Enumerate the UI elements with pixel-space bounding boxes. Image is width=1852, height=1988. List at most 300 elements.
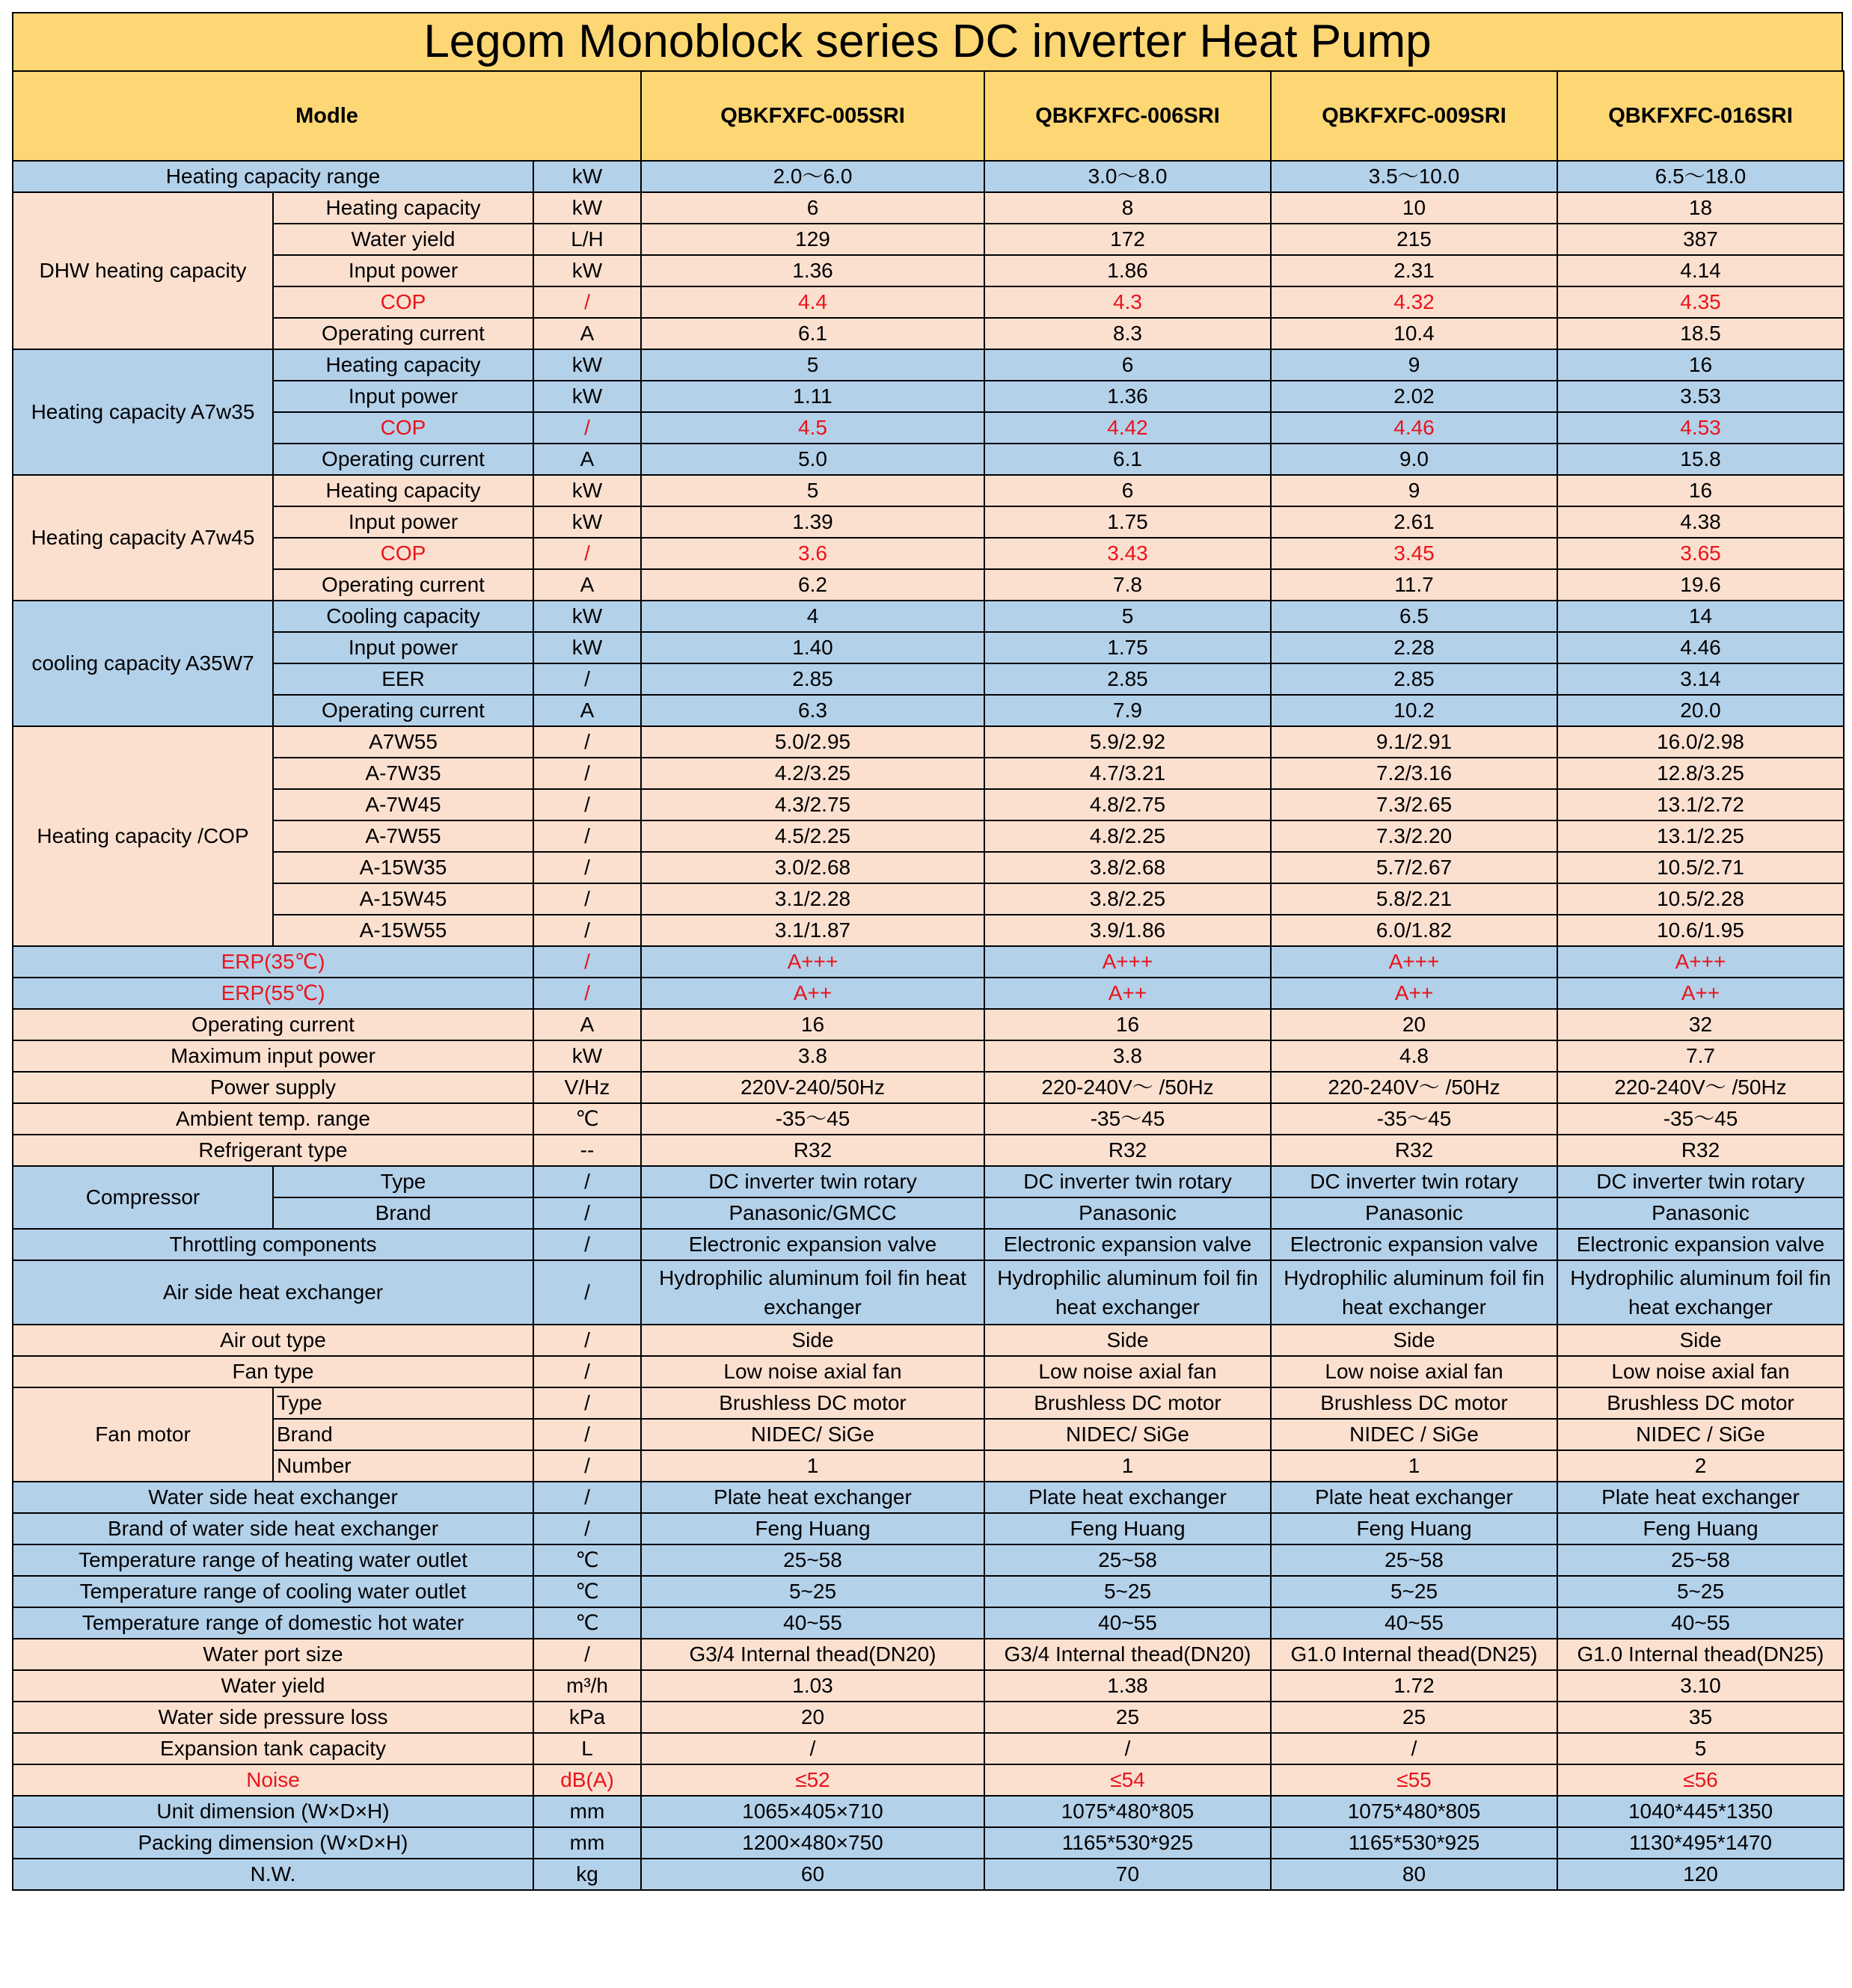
value-cell: Feng Huang [1271, 1513, 1557, 1544]
value-cell: 3.43 [984, 538, 1271, 569]
value-cell: 4.53 [1557, 412, 1844, 444]
value-cell: 4.38 [1557, 506, 1844, 538]
value-cell: 5~25 [641, 1576, 984, 1607]
value-cell: G3/4 Internal thead(DN20) [641, 1639, 984, 1670]
value-cell: 9.0 [1271, 444, 1557, 475]
value-cell: Hydrophilic aluminum foil fin heat exchanger [984, 1260, 1271, 1325]
row-label: Brand of water side heat exchanger [13, 1513, 533, 1544]
value-cell: 220-240V～ /50Hz [1271, 1072, 1557, 1103]
value-cell: ≤55 [1271, 1764, 1557, 1796]
value-cell: 1 [641, 1450, 984, 1482]
sub-label: A-7W45 [273, 789, 533, 820]
value-cell: 10 [1271, 192, 1557, 224]
unit-cell: ℃ [533, 1607, 641, 1639]
sub-label: COP [273, 286, 533, 318]
value-cell: 4.4 [641, 286, 984, 318]
row-label: Unit dimension (W×D×H) [13, 1796, 533, 1827]
value-cell: 7.8 [984, 569, 1271, 601]
row-label: Temperature range of domestic hot water [13, 1607, 533, 1639]
spec-row [13, 663, 1844, 695]
unit-cell: / [533, 758, 641, 789]
value-cell: Low noise axial fan [1557, 1356, 1844, 1387]
spec-row [13, 1702, 1844, 1733]
value-cell: 1.36 [641, 255, 984, 286]
value-cell: 1075*480*805 [1271, 1796, 1557, 1827]
unit-cell: ℃ [533, 1576, 641, 1607]
group-label: Fan motor [13, 1387, 273, 1482]
row-label: Packing dimension (W×D×H) [13, 1827, 533, 1859]
spec-row [13, 978, 1844, 1009]
value-cell: -35～45 [641, 1103, 984, 1135]
value-cell: Low noise axial fan [984, 1356, 1271, 1387]
value-cell: 10.5/2.28 [1557, 883, 1844, 915]
value-cell: ≤52 [641, 1764, 984, 1796]
spec-row [13, 1827, 1844, 1859]
spec-row [13, 475, 1844, 506]
value-cell: 35 [1557, 1702, 1844, 1733]
sub-label: Brand [273, 1419, 533, 1450]
unit-cell: kW [533, 1040, 641, 1072]
value-cell: 60 [641, 1859, 984, 1890]
spec-row [13, 1009, 1844, 1040]
value-cell: Feng Huang [1557, 1513, 1844, 1544]
value-cell: 3.5～10.0 [1271, 161, 1557, 192]
value-cell: 6 [641, 192, 984, 224]
group-label: Compressor [13, 1166, 273, 1229]
value-cell: 387 [1557, 224, 1844, 255]
unit-cell: / [533, 538, 641, 569]
unit-cell: / [533, 852, 641, 883]
spec-row [13, 820, 1844, 852]
value-cell: 6.1 [641, 318, 984, 349]
sub-label: COP [273, 538, 533, 569]
sub-label: EER [273, 663, 533, 695]
value-cell: 2.0～6.0 [641, 161, 984, 192]
value-cell: Plate heat exchanger [641, 1482, 984, 1513]
value-cell: 1130*495*1470 [1557, 1827, 1844, 1859]
row-label: Air side heat exchanger [13, 1260, 533, 1325]
value-cell: 1075*480*805 [984, 1796, 1271, 1827]
spec-row [13, 632, 1844, 663]
value-cell: 20.0 [1557, 695, 1844, 726]
value-cell: 5 [641, 349, 984, 381]
unit-cell: kW [533, 632, 641, 663]
value-cell: 220-240V～ /50Hz [1557, 1072, 1844, 1103]
unit-cell: / [533, 726, 641, 758]
spec-row [13, 318, 1844, 349]
value-cell: 16 [984, 1009, 1271, 1040]
value-cell: Electronic expansion valve [641, 1229, 984, 1260]
value-cell: 6.1 [984, 444, 1271, 475]
value-cell: 3.0/2.68 [641, 852, 984, 883]
model-name: QBKFXFC-016SRI [1557, 71, 1844, 161]
sub-label: Cooling capacity [273, 601, 533, 632]
value-cell: 4.35 [1557, 286, 1844, 318]
sub-label: COP [273, 412, 533, 444]
value-cell: 1.75 [984, 506, 1271, 538]
model-name: QBKFXFC-005SRI [641, 71, 984, 161]
value-cell: 4.46 [1557, 632, 1844, 663]
unit-cell: kW [533, 192, 641, 224]
value-cell: 3.8 [641, 1040, 984, 1072]
value-cell: Brushless DC motor [984, 1387, 1271, 1419]
sub-label: A-15W45 [273, 883, 533, 915]
unit-cell: kW [533, 349, 641, 381]
value-cell: R32 [641, 1135, 984, 1166]
value-cell: Hydrophilic aluminum foil fin heat exchanger [1557, 1260, 1844, 1325]
value-cell: 1.03 [641, 1670, 984, 1702]
value-cell: 4.8/2.25 [984, 820, 1271, 852]
value-cell: -35～45 [1271, 1103, 1557, 1135]
value-cell: 4.7/3.21 [984, 758, 1271, 789]
spec-row [13, 1796, 1844, 1827]
value-cell: 1 [984, 1450, 1271, 1482]
row-label: ERP(35℃) [13, 946, 533, 978]
sub-label: A-7W35 [273, 758, 533, 789]
row-label: Water side heat exchanger [13, 1482, 533, 1513]
spec-row [13, 1482, 1844, 1513]
group-label: DHW heating capacity [13, 192, 273, 349]
value-cell: 9.1/2.91 [1271, 726, 1557, 758]
value-cell: 2.31 [1271, 255, 1557, 286]
spec-row [13, 538, 1844, 569]
unit-cell: / [533, 1325, 641, 1356]
value-cell: 2.02 [1271, 381, 1557, 412]
unit-cell: kW [533, 506, 641, 538]
value-cell: 25 [984, 1702, 1271, 1733]
spec-row [13, 695, 1844, 726]
value-cell: 11.7 [1271, 569, 1557, 601]
sub-label: Operating current [273, 569, 533, 601]
value-cell: ≤56 [1557, 1764, 1844, 1796]
value-cell: A++ [641, 978, 984, 1009]
unit-cell: / [533, 1229, 641, 1260]
value-cell: 19.6 [1557, 569, 1844, 601]
value-cell: 40~55 [1271, 1607, 1557, 1639]
unit-cell: A [533, 695, 641, 726]
value-cell: 5.0/2.95 [641, 726, 984, 758]
row-label: N.W. [13, 1859, 533, 1890]
group-label: Heating capacity /COP [13, 726, 273, 946]
spec-row [13, 601, 1844, 632]
value-cell: 7.3/2.65 [1271, 789, 1557, 820]
spec-row [13, 883, 1844, 915]
sub-label: Input power [273, 632, 533, 663]
spec-row [13, 726, 1844, 758]
value-cell: 5~25 [1271, 1576, 1557, 1607]
spec-row [13, 1639, 1844, 1670]
unit-cell: / [533, 663, 641, 695]
value-cell: 20 [1271, 1009, 1557, 1040]
value-cell: 3.1/2.28 [641, 883, 984, 915]
value-cell: G1.0 Internal thead(DN25) [1271, 1639, 1557, 1670]
spec-row [13, 569, 1844, 601]
value-cell: 1040*445*1350 [1557, 1796, 1844, 1827]
unit-cell: / [533, 1482, 641, 1513]
value-cell: 3.0～8.0 [984, 161, 1271, 192]
value-cell: Side [641, 1325, 984, 1356]
header-row [13, 71, 1844, 161]
value-cell: 4.14 [1557, 255, 1844, 286]
spec-row [13, 1450, 1844, 1482]
value-cell: 4.3 [984, 286, 1271, 318]
value-cell: 2.61 [1271, 506, 1557, 538]
value-cell: Hydrophilic aluminum foil fin heat exchanger [1271, 1260, 1557, 1325]
unit-cell: ℃ [533, 1103, 641, 1135]
spec-row [13, 161, 1844, 192]
row-label: Expansion tank capacity [13, 1733, 533, 1764]
value-cell: G1.0 Internal thead(DN25) [1557, 1639, 1844, 1670]
value-cell: 8 [984, 192, 1271, 224]
value-cell: 129 [641, 224, 984, 255]
spec-row [13, 255, 1844, 286]
spec-row [13, 1419, 1844, 1450]
unit-cell: m³/h [533, 1670, 641, 1702]
value-cell: 13.1/2.25 [1557, 820, 1844, 852]
unit-cell: A [533, 1009, 641, 1040]
group-label: Heating capacity A7w45 [13, 475, 273, 601]
sub-label: Heating capacity [273, 192, 533, 224]
value-cell: 16 [1557, 349, 1844, 381]
value-cell: 6.2 [641, 569, 984, 601]
value-cell: A++ [1557, 978, 1844, 1009]
unit-cell: / [533, 946, 641, 978]
value-cell: 6 [984, 475, 1271, 506]
value-cell: 1 [1271, 1450, 1557, 1482]
sub-label: Type [273, 1166, 533, 1197]
value-cell: DC inverter twin rotary [1271, 1166, 1557, 1197]
value-cell: Side [1271, 1325, 1557, 1356]
unit-cell: / [533, 820, 641, 852]
value-cell: A+++ [641, 946, 984, 978]
value-cell: 9 [1271, 349, 1557, 381]
value-cell: 3.8 [984, 1040, 1271, 1072]
sub-label: Water yield [273, 224, 533, 255]
value-cell: Brushless DC motor [641, 1387, 984, 1419]
value-cell: 7.7 [1557, 1040, 1844, 1072]
value-cell: 7.2/3.16 [1271, 758, 1557, 789]
sub-label: A7W55 [273, 726, 533, 758]
value-cell: 4.2/3.25 [641, 758, 984, 789]
value-cell: 80 [1271, 1859, 1557, 1890]
value-cell: 3.9/1.86 [984, 915, 1271, 946]
value-cell: 16 [1557, 475, 1844, 506]
row-label: Refrigerant type [13, 1135, 533, 1166]
spec-row [13, 1733, 1844, 1764]
sub-label: Input power [273, 506, 533, 538]
value-cell: 6.5～18.0 [1557, 161, 1844, 192]
spec-row [13, 381, 1844, 412]
unit-cell: / [533, 883, 641, 915]
row-label: Maximum input power [13, 1040, 533, 1072]
value-cell: 7.3/2.20 [1271, 820, 1557, 852]
spec-row [13, 758, 1844, 789]
value-cell: NIDEC/ SiGe [984, 1419, 1271, 1450]
value-cell: Feng Huang [984, 1513, 1271, 1544]
value-cell: 5.0 [641, 444, 984, 475]
value-cell: 4.42 [984, 412, 1271, 444]
sub-label: Heating capacity [273, 475, 533, 506]
group-label: Heating capacity A7w35 [13, 349, 273, 475]
value-cell: A++ [984, 978, 1271, 1009]
spec-sheet [12, 12, 1843, 1891]
row-label: Operating current [13, 1009, 533, 1040]
unit-cell: / [533, 915, 641, 946]
unit-cell: kW [533, 475, 641, 506]
value-cell: R32 [1557, 1135, 1844, 1166]
unit-cell: / [533, 978, 641, 1009]
spec-row [13, 1544, 1844, 1576]
value-cell: 4.5 [641, 412, 984, 444]
value-cell: 2.28 [1271, 632, 1557, 663]
spec-row [13, 444, 1844, 475]
unit-cell: L [533, 1733, 641, 1764]
value-cell: 120 [1557, 1859, 1844, 1890]
row-label: Temperature range of cooling water outlet [13, 1576, 533, 1607]
value-cell: 4.3/2.75 [641, 789, 984, 820]
value-cell: NIDEC / SiGe [1557, 1419, 1844, 1450]
spec-row [13, 286, 1844, 318]
value-cell: 6.0/1.82 [1271, 915, 1557, 946]
spec-row [13, 1356, 1844, 1387]
value-cell: 70 [984, 1859, 1271, 1890]
spec-row [13, 1260, 1844, 1325]
spec-row [13, 1229, 1844, 1260]
value-cell: 3.10 [1557, 1670, 1844, 1702]
value-cell: 3.65 [1557, 538, 1844, 569]
value-cell: 15.8 [1557, 444, 1844, 475]
value-cell: 2.85 [641, 663, 984, 695]
unit-cell: kW [533, 381, 641, 412]
spec-row [13, 789, 1844, 820]
value-cell: 10.2 [1271, 695, 1557, 726]
unit-cell: / [533, 1513, 641, 1544]
unit-cell: / [533, 789, 641, 820]
value-cell: 1.40 [641, 632, 984, 663]
unit-cell: kW [533, 601, 641, 632]
row-label: Water side pressure loss [13, 1702, 533, 1733]
value-cell: 4.8 [1271, 1040, 1557, 1072]
value-cell: Side [984, 1325, 1271, 1356]
unit-cell: kW [533, 255, 641, 286]
value-cell: Panasonic [1271, 1197, 1557, 1229]
unit-cell: dB(A) [533, 1764, 641, 1796]
spec-table [12, 70, 1845, 1891]
value-cell: 4.46 [1271, 412, 1557, 444]
value-cell: 220-240V～ /50Hz [984, 1072, 1271, 1103]
unit-cell: / [533, 1387, 641, 1419]
group-label: cooling capacity A35W7 [13, 601, 273, 726]
value-cell: 4.5/2.25 [641, 820, 984, 852]
value-cell: 5~25 [1557, 1576, 1844, 1607]
row-label: Noise [13, 1764, 533, 1796]
value-cell: 40~55 [1557, 1607, 1844, 1639]
unit-cell: / [533, 1356, 641, 1387]
value-cell: 215 [1271, 224, 1557, 255]
value-cell: 9 [1271, 475, 1557, 506]
spec-row [13, 1387, 1844, 1419]
spec-row [13, 506, 1844, 538]
spec-row [13, 1166, 1844, 1197]
sub-label: Input power [273, 381, 533, 412]
value-cell: 25 [1271, 1702, 1557, 1733]
value-cell: Brushless DC motor [1271, 1387, 1557, 1419]
value-cell: 5.9/2.92 [984, 726, 1271, 758]
unit-cell: / [533, 1639, 641, 1670]
unit-cell: / [533, 1260, 641, 1325]
value-cell: Electronic expansion valve [984, 1229, 1271, 1260]
sub-label: A-7W55 [273, 820, 533, 852]
value-cell: 20 [641, 1702, 984, 1733]
value-cell: 6.5 [1271, 601, 1557, 632]
value-cell: Plate heat exchanger [1271, 1482, 1557, 1513]
value-cell: 4.32 [1271, 286, 1557, 318]
spec-row [13, 1135, 1844, 1166]
value-cell: 10.4 [1271, 318, 1557, 349]
row-label: ERP(55℃) [13, 978, 533, 1009]
value-cell: Low noise axial fan [1271, 1356, 1557, 1387]
header-label: Modle [13, 71, 641, 161]
value-cell: 3.8/2.68 [984, 852, 1271, 883]
model-name: QBKFXFC-009SRI [1271, 71, 1557, 161]
value-cell: Feng Huang [641, 1513, 984, 1544]
value-cell: 18 [1557, 192, 1844, 224]
value-cell: 14 [1557, 601, 1844, 632]
row-label: Heating capacity range [13, 161, 533, 192]
value-cell: 220V-240/50Hz [641, 1072, 984, 1103]
spec-row [13, 1513, 1844, 1544]
value-cell: 1.39 [641, 506, 984, 538]
value-cell: 1200×480×750 [641, 1827, 984, 1859]
sub-label: Type [273, 1387, 533, 1419]
value-cell: 172 [984, 224, 1271, 255]
value-cell: 16 [641, 1009, 984, 1040]
value-cell: Electronic expansion valve [1557, 1229, 1844, 1260]
value-cell: 3.6 [641, 538, 984, 569]
value-cell: / [1271, 1733, 1557, 1764]
value-cell: DC inverter twin rotary [641, 1166, 984, 1197]
value-cell: Plate heat exchanger [984, 1482, 1271, 1513]
value-cell: 1165*530*925 [1271, 1827, 1557, 1859]
value-cell: 1165*530*925 [984, 1827, 1271, 1859]
value-cell: 25~58 [984, 1544, 1271, 1576]
sub-label: A-15W35 [273, 852, 533, 883]
value-cell: 8.3 [984, 318, 1271, 349]
value-cell: 32 [1557, 1009, 1844, 1040]
spec-row [13, 412, 1844, 444]
row-label: Fan type [13, 1356, 533, 1387]
unit-cell: / [533, 1166, 641, 1197]
value-cell: NIDEC / SiGe [1271, 1419, 1557, 1450]
unit-cell: mm [533, 1827, 641, 1859]
sub-label: Operating current [273, 318, 533, 349]
value-cell: Panasonic/GMCC [641, 1197, 984, 1229]
sub-label: A-15W55 [273, 915, 533, 946]
value-cell: 6.3 [641, 695, 984, 726]
spec-row [13, 852, 1844, 883]
value-cell: 10.5/2.71 [1557, 852, 1844, 883]
unit-cell: L/H [533, 224, 641, 255]
value-cell: -35～45 [1557, 1103, 1844, 1135]
spec-row [13, 1859, 1844, 1890]
row-label: Water yield [13, 1670, 533, 1702]
spec-row [13, 1764, 1844, 1796]
value-cell: -35～45 [984, 1103, 1271, 1135]
value-cell: 1.72 [1271, 1670, 1557, 1702]
sub-label: Operating current [273, 695, 533, 726]
value-cell: 13.1/2.72 [1557, 789, 1844, 820]
value-cell: DC inverter twin rotary [984, 1166, 1271, 1197]
